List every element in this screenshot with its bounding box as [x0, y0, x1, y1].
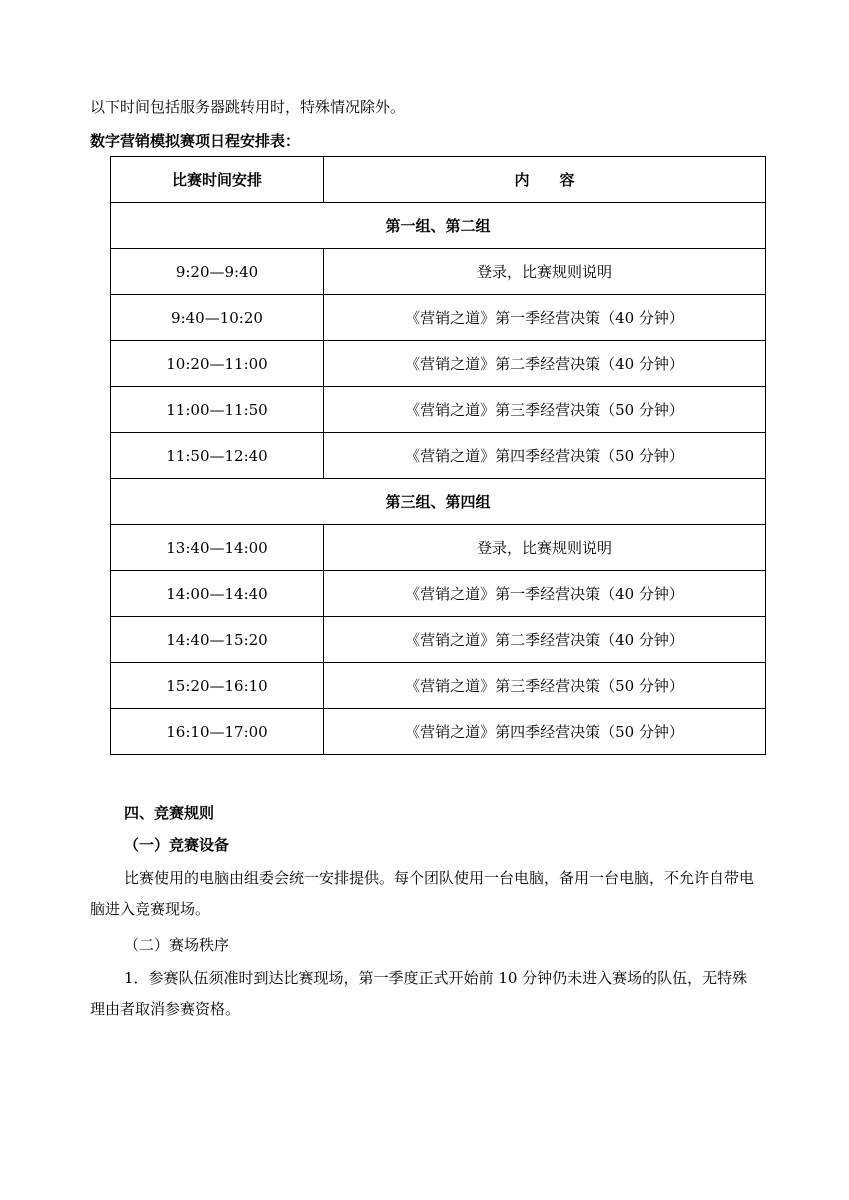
time-cell: 11:00—11:50 — [111, 387, 324, 433]
table-header-row — [111, 157, 766, 203]
time-cell: 11:50—12:40 — [111, 433, 324, 479]
time-cell: 16:10—17:00 — [111, 709, 324, 755]
table-row — [111, 571, 766, 617]
content-cell: 《营销之道》第三季经营决策（50 分钟） — [324, 387, 766, 433]
content-cell: 《营销之道》第二季经营决策（40 分钟） — [324, 341, 766, 387]
time-cell: 14:40—15:20 — [111, 617, 324, 663]
content-cell: 《营销之道》第一季经营决策（40 分钟） — [324, 295, 766, 341]
subsection-heading-equipment: （一）竞赛设备 — [124, 836, 230, 854]
table-row — [111, 617, 766, 663]
subsection-heading-order: （二）赛场秩序 — [124, 936, 230, 954]
table-row — [111, 663, 766, 709]
time-cell: 14:00—14:40 — [111, 571, 324, 617]
order-item-1: 1．参赛队伍须准时到达比赛现场，第一季度正式开始前 10 分钟仍未进入赛场的队伍，无特殊理由者取消参赛资格。 — [90, 969, 748, 1018]
content-cell: 《营销之道》第二季经营决策（40 分钟） — [324, 617, 766, 663]
content-cell: 《营销之道》第四季经营决策（50 分钟） — [324, 709, 766, 755]
table-row — [111, 249, 766, 295]
table-row — [111, 433, 766, 479]
table-row — [111, 387, 766, 433]
equipment-paragraph: 比赛使用的电脑由组委会统一安排提供。每个团队使用一台电脑，备用一台电脑，不允许自带电脑进入竞赛现场。 — [90, 869, 755, 918]
table-row — [111, 525, 766, 571]
schedule-title: 数字营销模拟赛项日程安排表： — [90, 132, 301, 150]
group-label: 第一组、第二组 — [111, 203, 766, 249]
schedule-table — [110, 156, 766, 755]
group-row — [111, 203, 766, 249]
content-cell: 《营销之道》第一季经营决策（40 分钟） — [324, 571, 766, 617]
table-row — [111, 709, 766, 755]
content-cell: 登录，比赛规则说明 — [324, 249, 766, 295]
time-cell: 10:20—11:00 — [111, 341, 324, 387]
table-row — [111, 295, 766, 341]
header-content: 内 容 — [324, 157, 766, 203]
intro-note: 以下时间包括服务器跳转用时，特殊情况除外。 — [90, 98, 406, 116]
time-cell: 9:40—10:20 — [111, 295, 324, 341]
group-label: 第三组、第四组 — [111, 479, 766, 525]
header-time: 比赛时间安排 — [111, 157, 324, 203]
table-row — [111, 341, 766, 387]
section-heading: 四、竞赛规则 — [124, 804, 215, 822]
content-cell: 《营销之道》第三季经营决策（50 分钟） — [324, 663, 766, 709]
group-row — [111, 479, 766, 525]
time-cell: 15:20—16:10 — [111, 663, 324, 709]
time-cell: 9:20—9:40 — [111, 249, 324, 295]
content-cell: 《营销之道》第四季经营决策（50 分钟） — [324, 433, 766, 479]
content-cell: 登录，比赛规则说明 — [324, 525, 766, 571]
time-cell: 13:40—14:00 — [111, 525, 324, 571]
